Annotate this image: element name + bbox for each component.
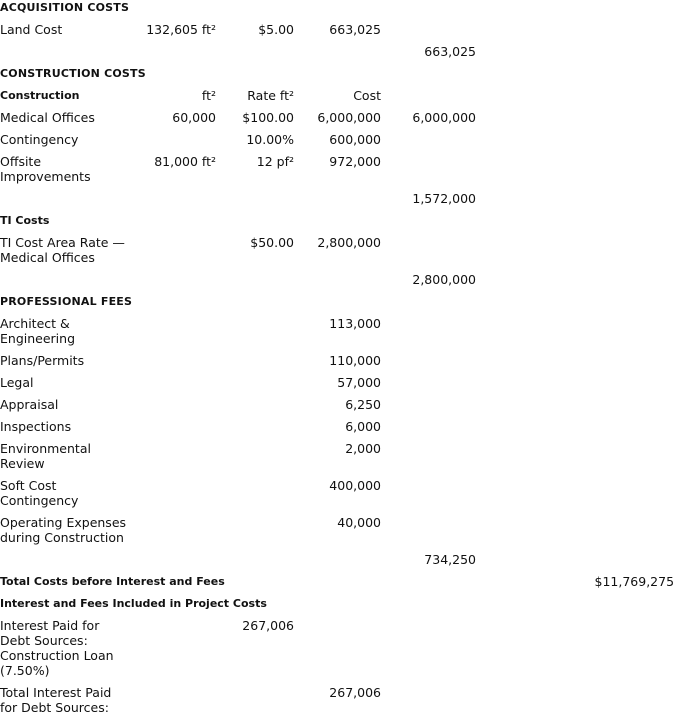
construction-header: CONSTRUCTION COSTS: [0, 67, 146, 80]
medical-rate: $100.00: [242, 110, 294, 125]
contingency-row: [0, 125, 674, 147]
ti-subtotal-row: [0, 265, 674, 287]
fee-label: Environmental Review: [0, 441, 91, 471]
acquisition-header: ACQUISITION COSTS: [0, 1, 130, 14]
total-interest-value: 267,006: [329, 685, 381, 700]
land-area: 132,605 ft²: [146, 22, 216, 37]
total-interest-label: Total Interest Paid for Debt Sources:: [0, 685, 112, 715]
construction-col-rate: Rate ft²: [247, 88, 294, 103]
offsite-label: Offsite Improvements: [0, 154, 91, 184]
interest-value: 267,006: [242, 618, 294, 633]
acquisition-subtotal-row: [0, 37, 674, 59]
fee-row: [0, 471, 674, 508]
fee-row: [0, 346, 674, 368]
fee-label: Legal: [0, 375, 34, 390]
total-before-row: [0, 567, 674, 589]
fee-value: 110,000: [329, 353, 381, 368]
offsite-area: 81,000 ft²: [154, 154, 216, 169]
contingency-label: Contingency: [0, 132, 79, 147]
interest-header: Interest and Fees Included in Project Costs: [0, 597, 267, 610]
construction-subtotal-row: [0, 184, 674, 206]
total-interest-row: [0, 678, 674, 715]
land-cost-value: 663,025: [329, 22, 381, 37]
offsite-cost: 972,000: [329, 154, 381, 169]
fee-value: 6,000: [345, 419, 381, 434]
total-before-label: Total Costs before Interest and Fees: [0, 575, 225, 588]
medical-label: Medical Offices: [0, 110, 95, 125]
land-rate: $5.00: [258, 22, 294, 37]
construction-col-cost: Cost: [353, 88, 381, 103]
land-cost-row: [0, 15, 674, 37]
construction-column-row: [0, 81, 674, 103]
professional-subtotal-row: [0, 545, 674, 567]
land-cost-label: Land Cost: [0, 22, 63, 37]
contingency-rate: 10.00%: [246, 132, 294, 147]
professional-header: PROFESSIONAL FEES: [0, 295, 133, 308]
offsite-row: [0, 147, 674, 184]
ti-subtotal: 2,800,000: [412, 272, 476, 287]
medical-area: 60,000: [172, 110, 216, 125]
contingency-cost: 600,000: [329, 132, 381, 147]
fee-value: 2,000: [345, 441, 381, 456]
offsite-rate: 12 pf²: [256, 154, 294, 169]
fee-value: 57,000: [337, 375, 381, 390]
fee-value: 6,250: [345, 397, 381, 412]
fee-label: Inspections: [0, 419, 72, 434]
construction-header-row: [0, 59, 674, 81]
ti-cost: 2,800,000: [317, 235, 381, 250]
fee-label: Plans/Permits: [0, 353, 85, 368]
fee-row: [0, 508, 674, 545]
ti-label: TI Cost Area Rate —Medical Offices: [0, 235, 125, 265]
fee-row: [0, 434, 674, 471]
interest-header-row: [0, 589, 674, 611]
fee-value: 400,000: [329, 478, 381, 493]
ti-rate: $50.00: [250, 235, 294, 250]
professional-subtotal: 734,250: [424, 552, 476, 567]
ti-row: [0, 228, 674, 265]
construction-col-label: Construction: [0, 89, 80, 102]
fee-label: Operating Expenses during Construction: [0, 515, 127, 545]
fee-value: 113,000: [329, 316, 381, 331]
fee-row: [0, 309, 674, 346]
construction-col-area: ft²: [201, 88, 216, 103]
fee-label: Architect & Engineering: [0, 316, 75, 346]
interest-row: [0, 611, 674, 678]
interest-label: Interest Paid for Debt Sources: Construction Loan (7.50%): [0, 618, 114, 678]
acquisition-header-row: [0, 0, 674, 15]
fee-label: Appraisal: [0, 397, 59, 412]
fee-label: Soft Cost Contingency: [0, 478, 79, 508]
fee-row: [0, 390, 674, 412]
ti-header-row: [0, 206, 674, 228]
medical-total: 6,000,000: [412, 110, 476, 125]
construction-subtotal: 1,572,000: [412, 191, 476, 206]
fee-row: [0, 412, 674, 434]
fee-value: 40,000: [337, 515, 381, 530]
medical-offices-row: [0, 103, 674, 125]
medical-cost: 6,000,000: [317, 110, 381, 125]
acquisition-subtotal: 663,025: [424, 44, 476, 59]
fee-row: [0, 368, 674, 390]
ti-header: TI Costs: [0, 214, 50, 227]
professional-header-row: [0, 287, 674, 309]
total-before-value: $11,769,275: [594, 574, 674, 589]
